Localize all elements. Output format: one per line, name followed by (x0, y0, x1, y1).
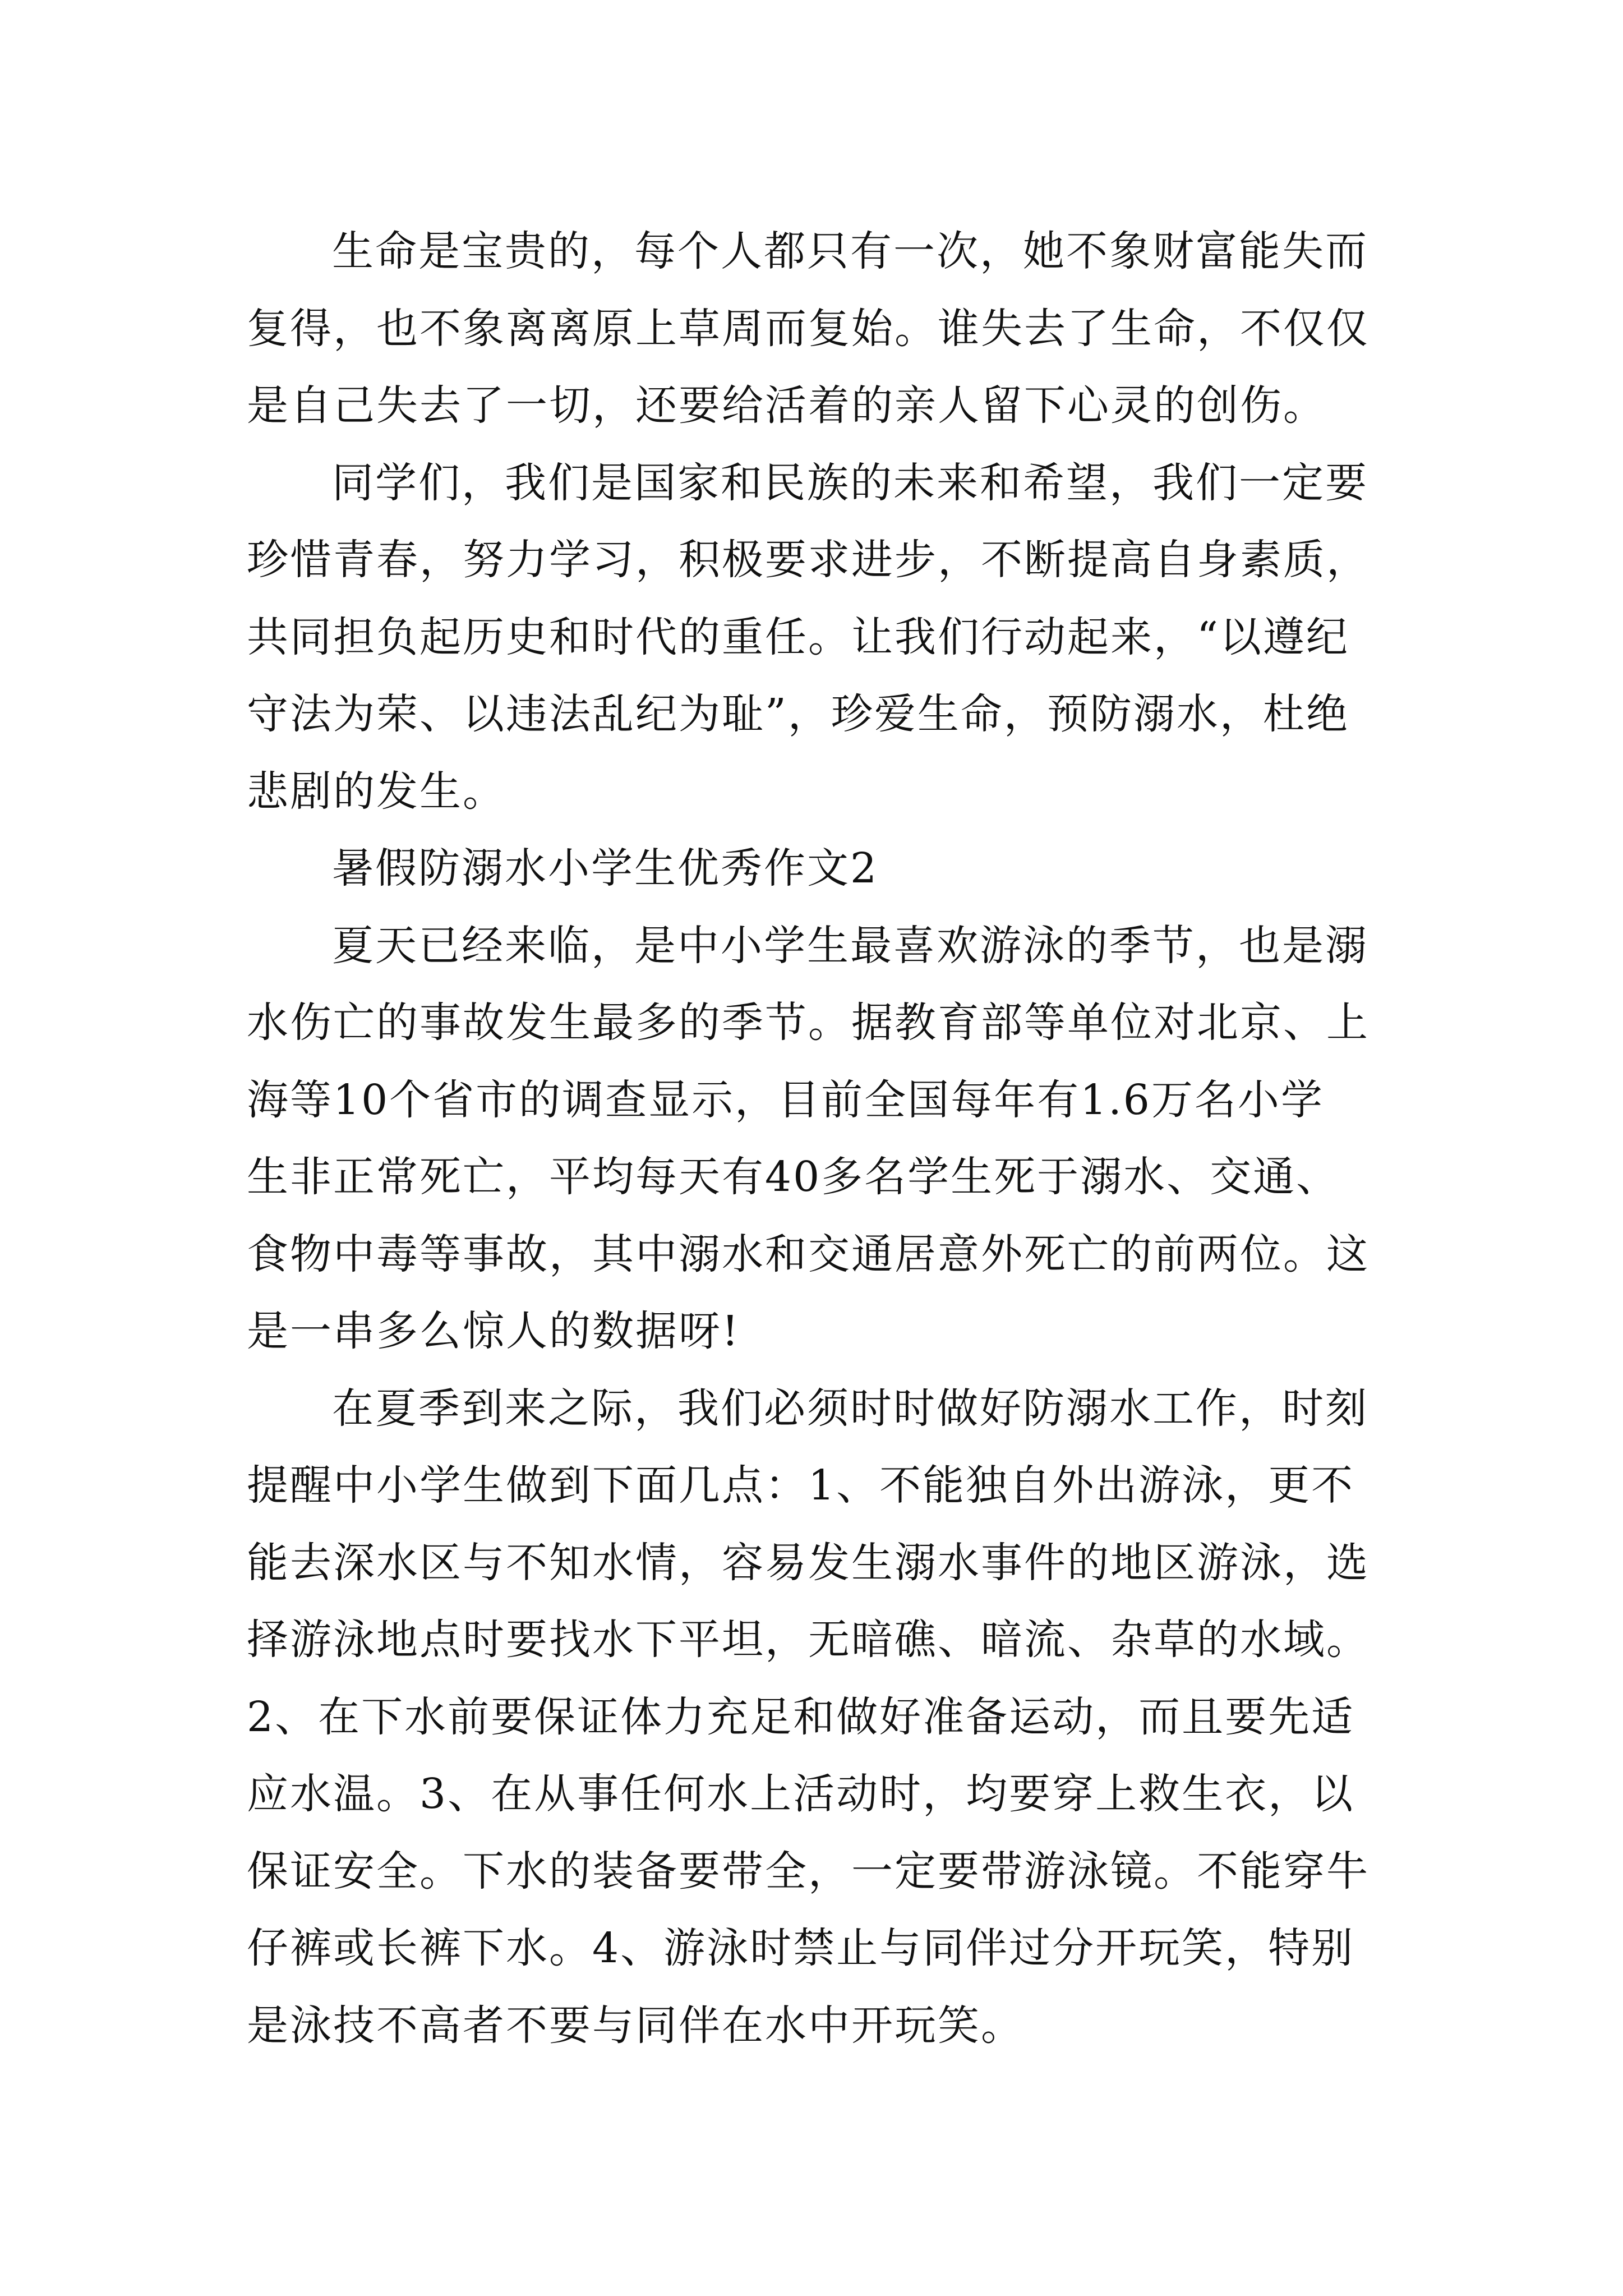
text-line: 保证安全。下水的装备要带全，一定要带游泳镜。不能穿牛 (247, 1847, 1370, 1895)
text-line: 仔裤或长裤下水。4、游泳时禁止与同伴过分开玩笑，特别 (247, 1924, 1355, 1972)
section-heading: 暑假防溺水小学生优秀作文2 (332, 844, 879, 892)
text-line: 生命是宝贵的，每个人都只有一次，她不象财富能失而 (332, 227, 1368, 275)
text-line: 珍惜青春，努力学习，积极要求进步，不断提高自身素质， (247, 536, 1370, 584)
text-line: 海等10个省市的调查显示，目前全国每年有1.6万名小学 (247, 1075, 1324, 1124)
text-line: 2、在下水前要保证体力充足和做好准备运动，而且要先适 (247, 1692, 1355, 1741)
text-line: 在夏季到来之际，我们必须时时做好防溺水工作，时刻 (332, 1384, 1368, 1433)
text-line: 是泳技不高者不要与同伴在水中开玩笑。 (247, 2001, 1024, 2050)
text-line: 是自己失去了一切，还要给活着的亲人留下心灵的创伤。 (247, 381, 1326, 430)
text-line: 食物中毒等事故，其中溺水和交通居意外死亡的前两位。这 (247, 1230, 1370, 1278)
document-body (247, 213, 1380, 2064)
text-line: 提醒中小学生做到下面几点：1、不能独自外出游泳，更不 (247, 1461, 1355, 1510)
text-line: 能去深水区与不知水情，容易发生溺水事件的地区游泳，选 (247, 1538, 1370, 1587)
text-line: 守法为荣、以违法乱纪为耻”，珍爱生命，预防溺水，杜绝 (247, 690, 1349, 738)
text-line: 同学们，我们是国家和民族的未来和希望，我们一定要 (332, 458, 1368, 507)
text-line: 共同担负起历史和时代的重任。让我们行动起来，“以遵纪 (247, 613, 1349, 661)
text-line: 生非正常死亡，平均每天有40多名学生死于溺水、交通、 (247, 1153, 1340, 1201)
text-line: 悲剧的发生。 (247, 767, 506, 816)
text-line: 应水温。3、在从事任何水上活动时，均要穿上救生衣，以 (247, 1770, 1355, 1818)
text-line: 择游泳地点时要找水下平坦，无暗礁、暗流、杂草的水域。 (247, 1616, 1370, 1664)
text-line: 是一串多么惊人的数据呀! (247, 1307, 740, 1355)
text-line: 复得，也不象离离原上草周而复始。谁失去了生命，不仅仅 (247, 304, 1370, 353)
text-line: 夏天已经来临，是中小学生最喜欢游泳的季节，也是溺 (332, 921, 1368, 970)
text-line: 水伤亡的事故发生最多的季节。据教育部等单位对北京、上 (247, 999, 1370, 1047)
